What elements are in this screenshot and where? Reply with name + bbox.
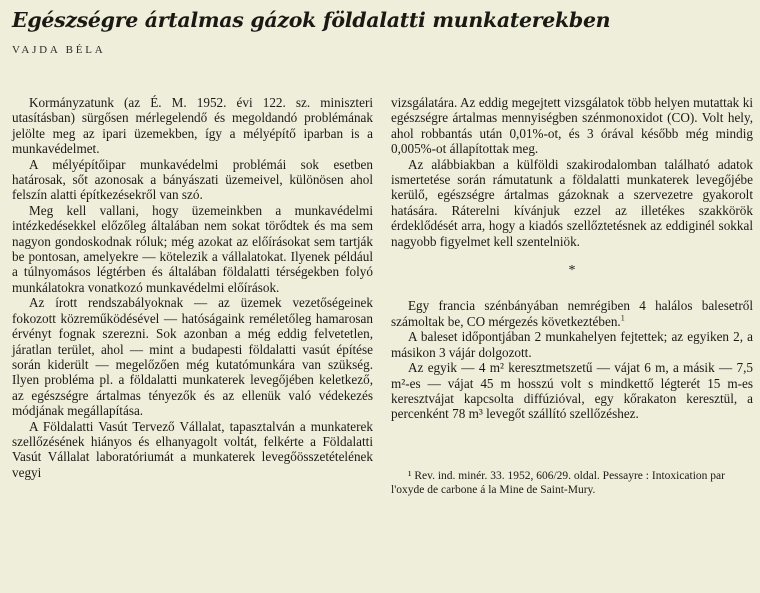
- paragraph: Az alábbiakban a külföldi szakirodalomban található adatok ismertetése során rámutatunk a földalatti munkaterek levegőjébe kerülő, egészségre ártalmas gázoknak a szervezetre gyakorolt hatására. Ráterelni kívánjuk ezzel az illetékes szakkörök érdeklődését arra, hogy a kiadós szellőztetésnek az eddiginél sokkal nagyobb figyelmet kell szentelniök.: [391, 156, 753, 249]
- paragraph: Az írott rendszabályoknak — az üzemek vezetőségeinek fokozott közreműködésével — hatóságaink reméletőleg hamarosan érvényt fognak szerezni. Sok azonban a még eddig felvetetlen, járatlan terület, ahol — mint a budapesti földalatti vasút építése során kiderült — megelőzően még kutatómunkára van szükség. Ilyen probléma pl. a földalatti munkaterek levegőjében keletkező, az egészségre ártalmas tényezők és az ellenük való védekezés módjának megállapítása.: [12, 295, 373, 419]
- footnote: [391, 470, 753, 498]
- paragraph: A Földalatti Vasút Tervező Vállalat, tapasztalván a munkaterek szellőzésének hiányos és elhanyagolt voltát, felkérte a Földalatti Vasút Vállalat laboratóriumát a munkaterek levegőösszetételének vegyi: [12, 418, 373, 480]
- paragraph: A baleset időpontjában 2 munkahelyen fejtettek; az egyiken 2, a másikon 3 vájár dolgozott.: [391, 329, 753, 360]
- paragraph: A mélyépítőipar munkavédelmi problémái sok esetben határosak, sőt azonosak a bányászati üzemeivel, különösen ahol felszín alatti építkezésekről van szó.: [12, 156, 373, 203]
- article-author: VAJDA BÉLA: [12, 44, 106, 56]
- article-title: Egészségre ártalmas gázok földalatti munkaterekben: [12, 8, 611, 32]
- left-column: [12, 95, 373, 480]
- footnote-text: ¹ Rev. ind. minér. 33. 1952, 606/29. oldal. Pessayre : Intoxication par l'oxyde de carbone á la Mine de Saint-Mury.: [391, 469, 725, 496]
- footnote-marker: 1: [620, 313, 625, 323]
- paragraph: Meg kell vallani, hogy üzemeinkben a munkavédelmi intézkedésekkel előzőleg általában nem sokat törődtek és ma sem nagyon gondoskodnak róluk; még azokat az előírásokat sem tartják be pontosan, amelyekre — kötelezik a vállalatokat. Ilyenek például a túlnyomásos légtérben és általában földalatti térségekben folyó munkálatokra vonatkozó munkavédelmi előírások.: [12, 202, 373, 295]
- paragraph: Kormányzatunk (az É. M. 1952. évi 122. sz. miniszteri utasításban) sürgősen mérlegelendő és megoldandó problémának jelölte meg az ipari üzemekben, így a mélyépítő iparban is a munkavédelmet.: [12, 95, 373, 157]
- paragraph: Az egyik — 4 m² keresztmetszetű — vájat 6 m, a másik — 7,5 m²-es — vájat 45 m hosszú volt s mindkettő légterét 15 m-es keresztvájat kapcsolta diffúzióval, egy kőrakaton keresztül, a percenként 78 m³ levegőt szállító szellőzéshez.: [391, 360, 753, 422]
- paragraph: [391, 298, 753, 329]
- right-column: [391, 95, 753, 497]
- paragraph-text: Egy francia szénbányában nemrégiben 4 halálos balesetről számoltak be, CO mérgezés következtében.: [391, 298, 753, 329]
- paragraph: vizsgálatára. Az eddig megejtett vizsgálatok több helyen mutattak ki egészségre ártalmas mennyiségben szénmonoxidot (CO). Volt hely, ahol robbantás után 0,01%-ot, és 3 órával később még mindig 0,005%-ot állapítottak meg.: [391, 95, 753, 157]
- section-separator: *: [568, 263, 576, 279]
